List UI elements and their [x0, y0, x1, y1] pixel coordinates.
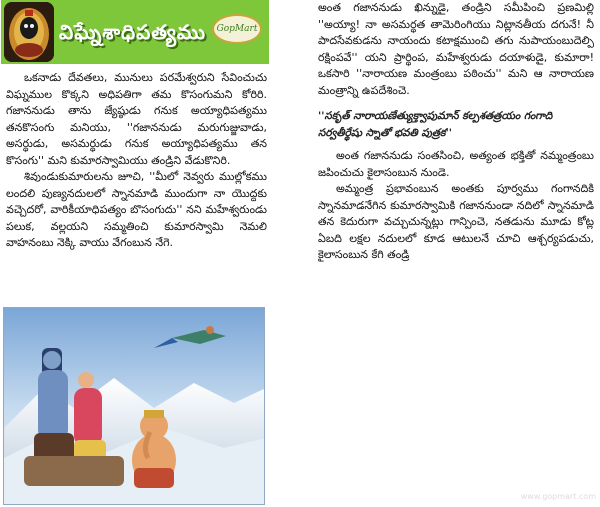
- paragraph: అంత గజాననుడు ఖిన్నుడై, తండ్రిని సమీపించి ప్రణమిల్లి ''అయ్యా! నా అసమర్థత తామెరింగియు నిట్లానతీయ దగునే! నీ పాదసేవకుడను నాయందు కటాక్షముంచి తగు నుపాయంబుదెల్పి రక్షింపవే'' యని ప్రార్థింప, మహేశ్వరుడు దయాళుడై, కుమారా! ఒకసారి ''నారాయణ మంత్రంబు పఠించు'' మని ఆ నారాయణ మంత్రాన్ని ఉపదేశించె.: [318, 1, 594, 97]
- right-column-bottom: [318, 148, 594, 264]
- title-banner: [1, 0, 269, 64]
- illustration-shiva-parvati-ganesha: [3, 307, 265, 505]
- paragraph: అమ్మంత్ర ప్రభావంబున అంతకు పూర్వము గంగానదికి స్నానమాడనేగిన కుమారస్వామికి గజాననుండా నదిలో స్నానమాడి తన కెదురుగా వచ్చుచున్నట్లు గాన్పించె, నతడును మూడు కోట్ల ఏబది లక్షల నదులలో కూడ ఆటులనే చూచి ఆశ్చర్యపడుచు, కైలాసంబున కేగి తండ్రి: [318, 182, 594, 261]
- sloka-verse: ''సకృత్ నారాయణేత్యుక్త్వాపుమాన్ కల్పశతత్రయం గంగాది సర్వతీర్థేషు స్నాతో భవతి పుత్రక'': [318, 110, 553, 139]
- site-logo: [212, 14, 262, 44]
- paragraph: అంత గజాననుడు సంతసించి, అత్యంత భక్తితో నమ్మంత్రంబు జపించుచు కైలాసంబున నుండె.: [318, 149, 594, 179]
- right-column-top: [318, 0, 594, 99]
- deity-image: [4, 2, 54, 62]
- banner-title: విఘ్నేశాధిపత్యము: [59, 20, 207, 44]
- site-logo-text: GopMart: [216, 24, 258, 34]
- paragraph: శివుండుకుమారులను జూచి, ''మీలో నెవ్వరు ముల్లోకము లందలి పుణ్యనదులలో స్నానమాడి ముందుగా నా యొద్దకు వచ్చెదరో, వారికీయాధిపత్యం బొసంగుదు'' నని మహేశ్వరుండు పలుక, వల్లయని సమ్మతించి కుమారస్వామి నెమలి వాహనంబు నెక్కి వాయు వేగంబున నేగె.: [6, 170, 267, 249]
- left-column: [6, 70, 267, 252]
- paragraph: ఒకనాడు దేవతలు, మునులు పరమేశ్వరుని సేవించుచు విఘ్నముల కొక్కని అధిపతిగా తమ కొసంగుమని కోరిరి. గజాననుడు తాను జ్యేష్ఠుడు గనుక అయ్యాధిపత్యము తనకొసంగు మనియు, ''గజాననుడు మరుగుజ్జువాడు, అసర్థుడు, అసమర్థుడు గనుక అయ్యాధిపత్యము తన కొసంగు'' మని కుమారస్వామియు తండ్రిని వేడుకొనిరి.: [6, 71, 267, 167]
- watermark-text: www.gopmart.com: [520, 492, 596, 501]
